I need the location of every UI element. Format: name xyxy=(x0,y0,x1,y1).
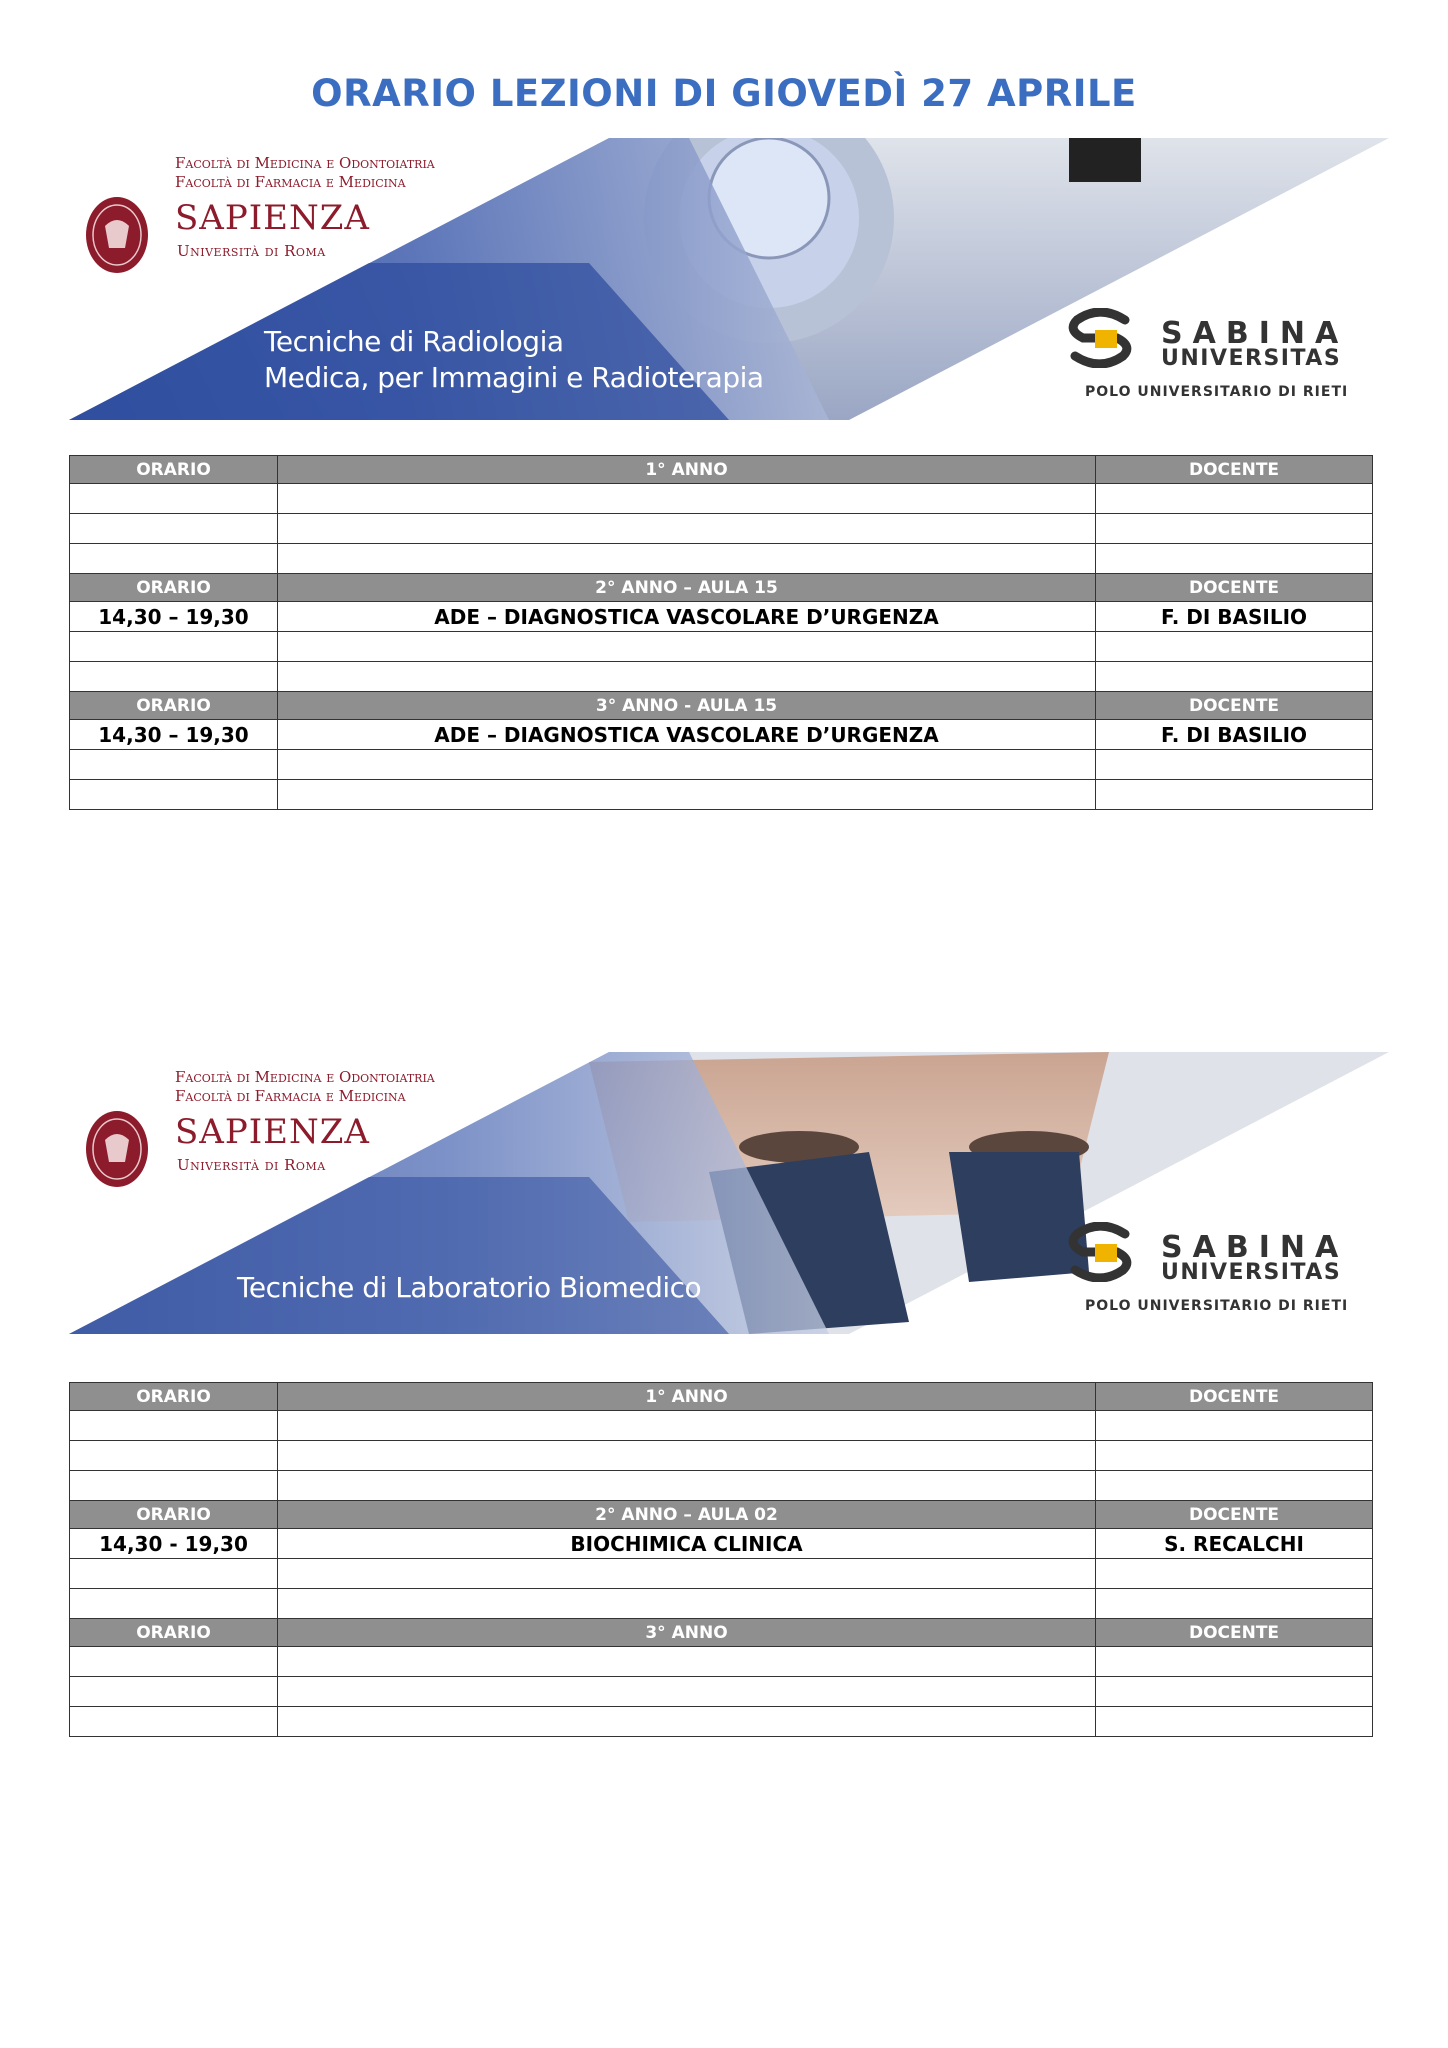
table-row xyxy=(70,780,1373,810)
table-row xyxy=(70,1677,1373,1707)
cell-orario xyxy=(70,544,278,574)
universita-di-roma: Università di Roma xyxy=(177,242,326,260)
cell-docente: F. DI BASILIO xyxy=(1096,602,1373,632)
table-row xyxy=(70,1411,1373,1441)
schedule-table-laboratorio xyxy=(69,1382,1373,1737)
cell-orario: 14,30 – 19,30 xyxy=(70,720,278,750)
header-anno: 3° ANNO xyxy=(278,1619,1096,1647)
faculty-lines xyxy=(175,154,435,192)
cell-lezione: ADE – DIAGNOSTICA VASCOLARE D’URGENZA xyxy=(278,602,1096,632)
header-docente: DOCENTE xyxy=(1096,1383,1373,1411)
table-row xyxy=(70,1707,1373,1737)
header-anno: 2° ANNO – AULA 15 xyxy=(278,574,1096,602)
header-docente: DOCENTE xyxy=(1096,574,1373,602)
cell-docente xyxy=(1096,662,1373,692)
table-row xyxy=(70,750,1373,780)
table-row xyxy=(70,1647,1373,1677)
cell-docente xyxy=(1096,514,1373,544)
cell-lezione xyxy=(278,632,1096,662)
sabina-wordmark: SABINA xyxy=(1161,1230,1349,1265)
sabina-logo-icon xyxy=(1065,1222,1135,1282)
cell-orario xyxy=(70,1471,278,1501)
cell-orario xyxy=(70,1647,278,1677)
table-header-row xyxy=(70,692,1373,720)
cell-docente: F. DI BASILIO xyxy=(1096,720,1373,750)
cell-lezione xyxy=(278,1411,1096,1441)
cell-docente xyxy=(1096,1589,1373,1619)
header-anno: 1° ANNO xyxy=(278,456,1096,484)
cell-lezione xyxy=(278,1589,1096,1619)
cell-orario: 14,30 – 19,30 xyxy=(70,602,278,632)
cell-docente xyxy=(1096,484,1373,514)
sapienza-seal-icon xyxy=(85,196,149,274)
table-row xyxy=(70,662,1373,692)
cell-docente xyxy=(1096,1647,1373,1677)
header-docente: DOCENTE xyxy=(1096,1619,1373,1647)
cell-lezione xyxy=(278,1677,1096,1707)
header-orario: ORARIO xyxy=(70,692,278,720)
cell-orario xyxy=(70,1411,278,1441)
sapienza-seal-icon xyxy=(85,1110,149,1188)
table-row xyxy=(70,484,1373,514)
course-title-radiologia: Tecniche di Radiologia Medica, per Immagini e Radioterapia xyxy=(264,325,764,394)
table-header-row xyxy=(70,1383,1373,1411)
sapienza-wordmark: SAPIENZA xyxy=(175,198,370,238)
table-row xyxy=(70,514,1373,544)
course-title-laboratorio: Tecniche di Laboratorio Biomedico xyxy=(237,1271,702,1304)
cell-docente xyxy=(1096,1411,1373,1441)
table-row xyxy=(70,720,1373,750)
cell-lezione xyxy=(278,544,1096,574)
banner-radiologia xyxy=(69,138,1389,420)
faculty-line-2: Facoltà di Farmacia e Medicina xyxy=(175,173,406,191)
cell-lezione xyxy=(278,514,1096,544)
header-docente: DOCENTE xyxy=(1096,692,1373,720)
cell-docente xyxy=(1096,1471,1373,1501)
speaker-shape xyxy=(1069,138,1141,182)
sabina-logo-icon xyxy=(1065,308,1135,368)
cell-lezione xyxy=(278,780,1096,810)
cell-docente xyxy=(1096,1707,1373,1737)
universita-di-roma: Università di Roma xyxy=(177,1156,326,1174)
header-orario: ORARIO xyxy=(70,456,278,484)
table-header-row xyxy=(70,574,1373,602)
cell-docente xyxy=(1096,1677,1373,1707)
universitas-wordmark: UNIVERSITAS xyxy=(1161,346,1342,371)
table-row xyxy=(70,1471,1373,1501)
page-title: ORARIO LEZIONI DI GIOVEDÌ 27 APRILE xyxy=(311,72,1137,115)
cell-lezione: ADE – DIAGNOSTICA VASCOLARE D’URGENZA xyxy=(278,720,1096,750)
cell-lezione: BIOCHIMICA CLINICA xyxy=(278,1529,1096,1559)
cell-lezione xyxy=(278,662,1096,692)
header-docente: DOCENTE xyxy=(1096,456,1373,484)
sapienza-wordmark: SAPIENZA xyxy=(175,1112,370,1152)
cell-lezione xyxy=(278,1647,1096,1677)
cell-orario xyxy=(70,780,278,810)
table-row xyxy=(70,544,1373,574)
schedule-table-radiologia xyxy=(69,455,1373,810)
cell-lezione xyxy=(278,1471,1096,1501)
header-orario: ORARIO xyxy=(70,1501,278,1529)
sabina-wordmark: SABINA xyxy=(1161,316,1349,351)
cell-orario xyxy=(70,662,278,692)
universitas-wordmark: UNIVERSITAS xyxy=(1161,1260,1342,1285)
cell-docente xyxy=(1096,750,1373,780)
table-row xyxy=(70,1441,1373,1471)
cell-orario: 14,30 - 19,30 xyxy=(70,1529,278,1559)
table-row xyxy=(70,602,1373,632)
faculty-line-2: Facoltà di Farmacia e Medicina xyxy=(175,1087,406,1105)
cell-docente xyxy=(1096,780,1373,810)
cell-docente xyxy=(1096,1441,1373,1471)
table-row xyxy=(70,632,1373,662)
table-header-row xyxy=(70,456,1373,484)
polo-rieti-text: POLO UNIVERSITARIO DI RIETI xyxy=(1085,384,1349,400)
cell-lezione xyxy=(278,1441,1096,1471)
cell-orario xyxy=(70,750,278,780)
cell-lezione xyxy=(278,484,1096,514)
cell-lezione xyxy=(278,1707,1096,1737)
cell-lezione xyxy=(278,1559,1096,1589)
cell-docente: S. RECALCHI xyxy=(1096,1529,1373,1559)
table-row xyxy=(70,1529,1373,1559)
table-header-row xyxy=(70,1501,1373,1529)
cell-docente xyxy=(1096,632,1373,662)
cell-orario xyxy=(70,1707,278,1737)
cell-docente xyxy=(1096,544,1373,574)
header-orario: ORARIO xyxy=(70,574,278,602)
cell-orario xyxy=(70,1677,278,1707)
banner-laboratorio xyxy=(69,1052,1389,1334)
cell-lezione xyxy=(278,750,1096,780)
cell-docente xyxy=(1096,1559,1373,1589)
cell-orario xyxy=(70,1441,278,1471)
table-row xyxy=(70,1589,1373,1619)
header-anno: 3° ANNO - AULA 15 xyxy=(278,692,1096,720)
cell-orario xyxy=(70,1559,278,1589)
faculty-lines xyxy=(175,1068,435,1106)
header-docente: DOCENTE xyxy=(1096,1501,1373,1529)
header-orario: ORARIO xyxy=(70,1619,278,1647)
cell-orario xyxy=(70,514,278,544)
header-orario: ORARIO xyxy=(70,1383,278,1411)
header-anno: 1° ANNO xyxy=(278,1383,1096,1411)
cell-orario xyxy=(70,1589,278,1619)
table-header-row xyxy=(70,1619,1373,1647)
faculty-line-1: Facoltà di Medicina e Odontoiatria xyxy=(175,1068,435,1086)
faculty-line-1: Facoltà di Medicina e Odontoiatria xyxy=(175,154,435,172)
cell-orario xyxy=(70,484,278,514)
header-anno: 2° ANNO – AULA 02 xyxy=(278,1501,1096,1529)
cell-orario xyxy=(70,632,278,662)
polo-rieti-text: POLO UNIVERSITARIO DI RIETI xyxy=(1085,1298,1349,1314)
table-row xyxy=(70,1559,1373,1589)
